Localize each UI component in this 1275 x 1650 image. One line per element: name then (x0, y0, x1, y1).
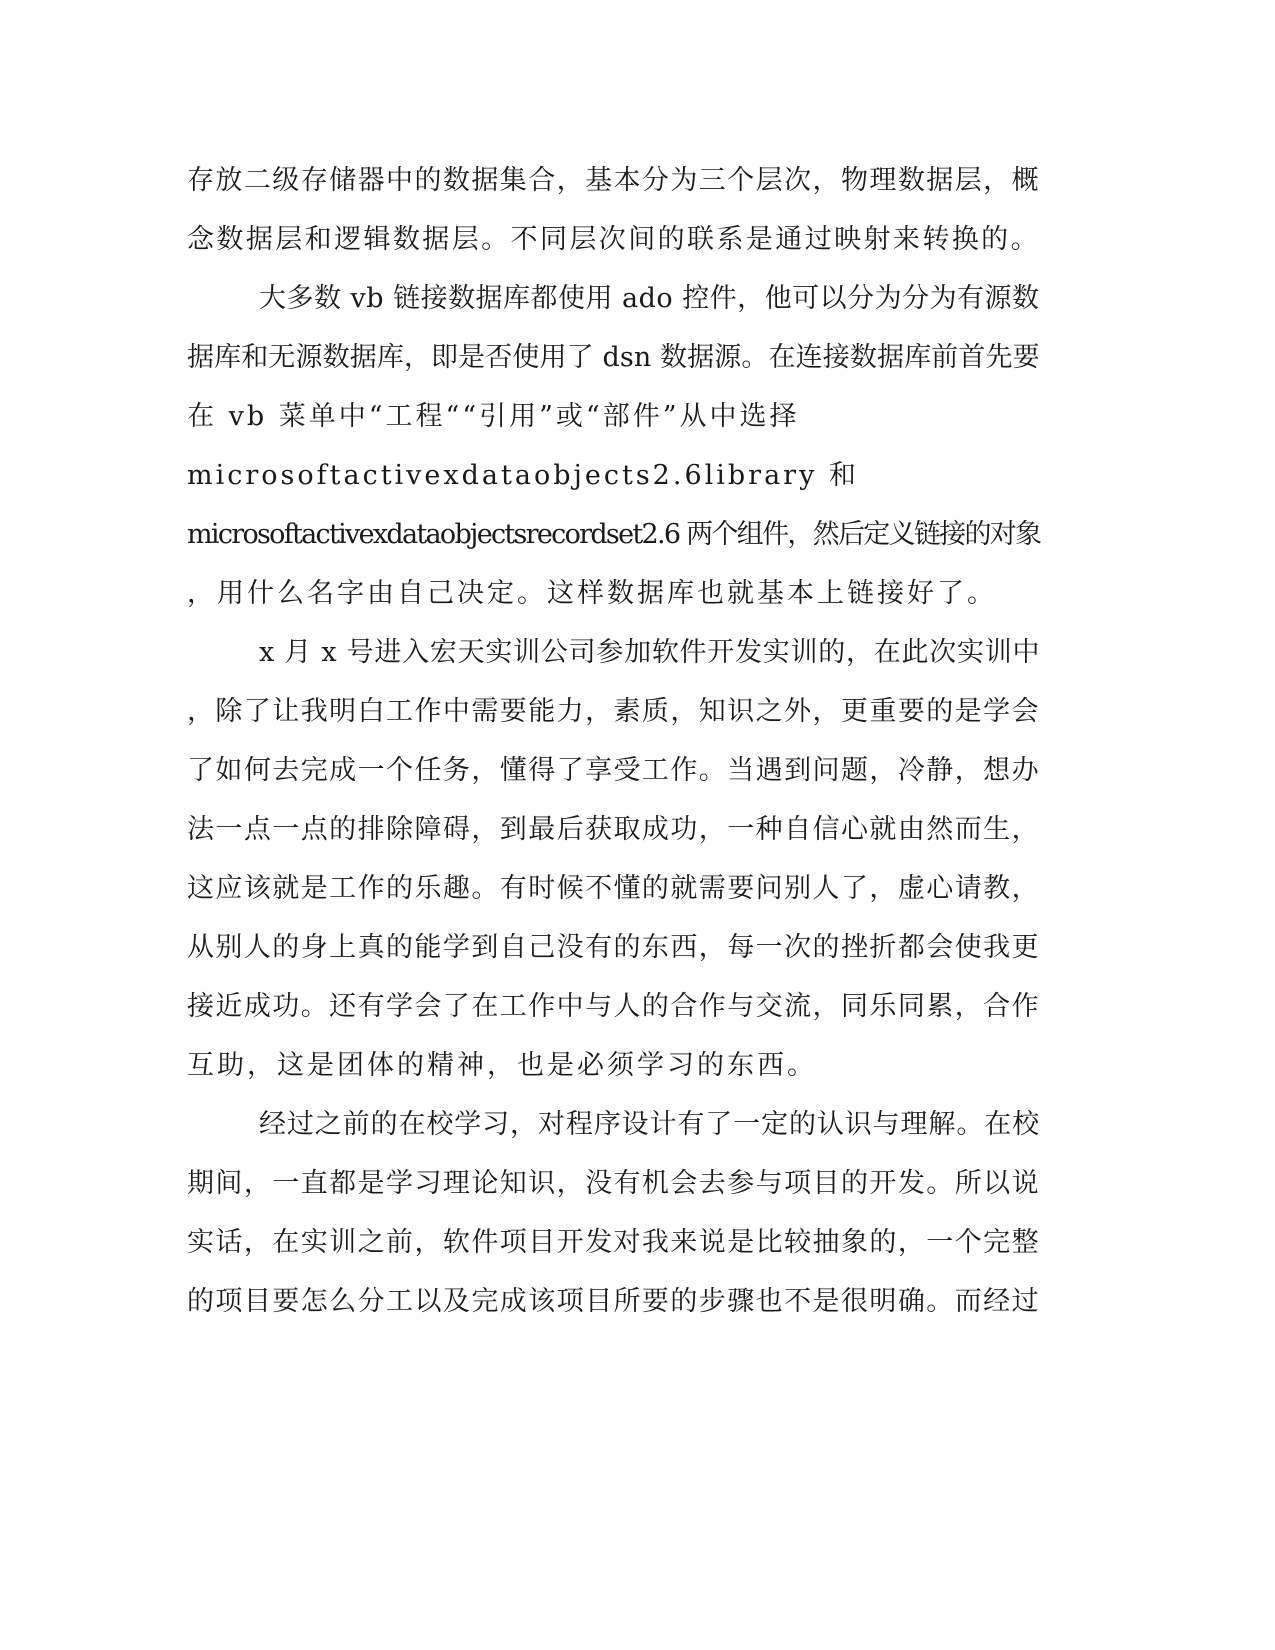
text-line: microsoftactivexdataobjectsrecordset2.6 两个组件，然后定义链接的对象 (187, 519, 1041, 550)
text-line: 接近成功。还有学会了在工作中与人的合作与交流，同乐同累，合作 (187, 991, 1040, 1022)
text-line: 在 vb 菜单中“工程““引用”或“部件”从中选择 (187, 401, 800, 432)
text-line: 法一点一点的排除障碍，到最后获取成功，一种自信心就由然而生， (187, 814, 1040, 845)
paragraph-first-line: 大多数 vb 链接数据库都使用 ado 控件，他可以分为分为有源数 (259, 283, 1040, 314)
text-line: 期间，一直都是学习理论知识，没有机会去参与项目的开发。所以说 (187, 1168, 1040, 1199)
text-line: 存放二级存储器中的数据集合，基本分为三个层次，物理数据层，概 (187, 165, 1040, 196)
paragraph-first-line: 经过之前的在校学习，对程序设计有了一定的认识与理解。在校 (259, 1109, 1040, 1140)
text-line: 念数据层和逻辑数据层。不同层次间的联系是通过映射来转换的。 (187, 224, 1040, 255)
text-line: 从别人的身上真的能学到自己没有的东西，每一次的挫折都会使我更 (187, 932, 1040, 963)
text-line: 互助，这是团体的精神，也是必须学习的东西。 (187, 1050, 817, 1081)
paragraph-first-line: x 月 x 号进入宏天实训公司参加软件开发实训的，在此次实训中 (259, 637, 1041, 668)
text-line: 的项目要怎么分工以及完成该项目所要的步骤也不是很明确。而经过 (187, 1286, 1040, 1317)
text-line: ，用什么名字由自己决定。这样数据库也就基本上链接好了。 (187, 578, 997, 609)
text-line: 这应该就是工作的乐趣。有时候不懂的就需要问别人了，虚心请教， (187, 873, 1040, 904)
text-line: 了如何去完成一个任务，懂得了享受工作。当遇到问题，冷静，想办 (187, 755, 1040, 786)
text-line: ，除了让我明白工作中需要能力，素质，知识之外，更重要的是学会 (187, 696, 1040, 727)
text-line: 实话，在实训之前，软件项目开发对我来说是比较抽象的，一个完整 (187, 1227, 1040, 1258)
text-line: 据库和无源数据库，即是否使用了 dsn 数据源。在连接数据库前首先要 (187, 342, 1040, 373)
text-line: microsoftactivexdataobjects2.6library 和 (187, 460, 859, 491)
